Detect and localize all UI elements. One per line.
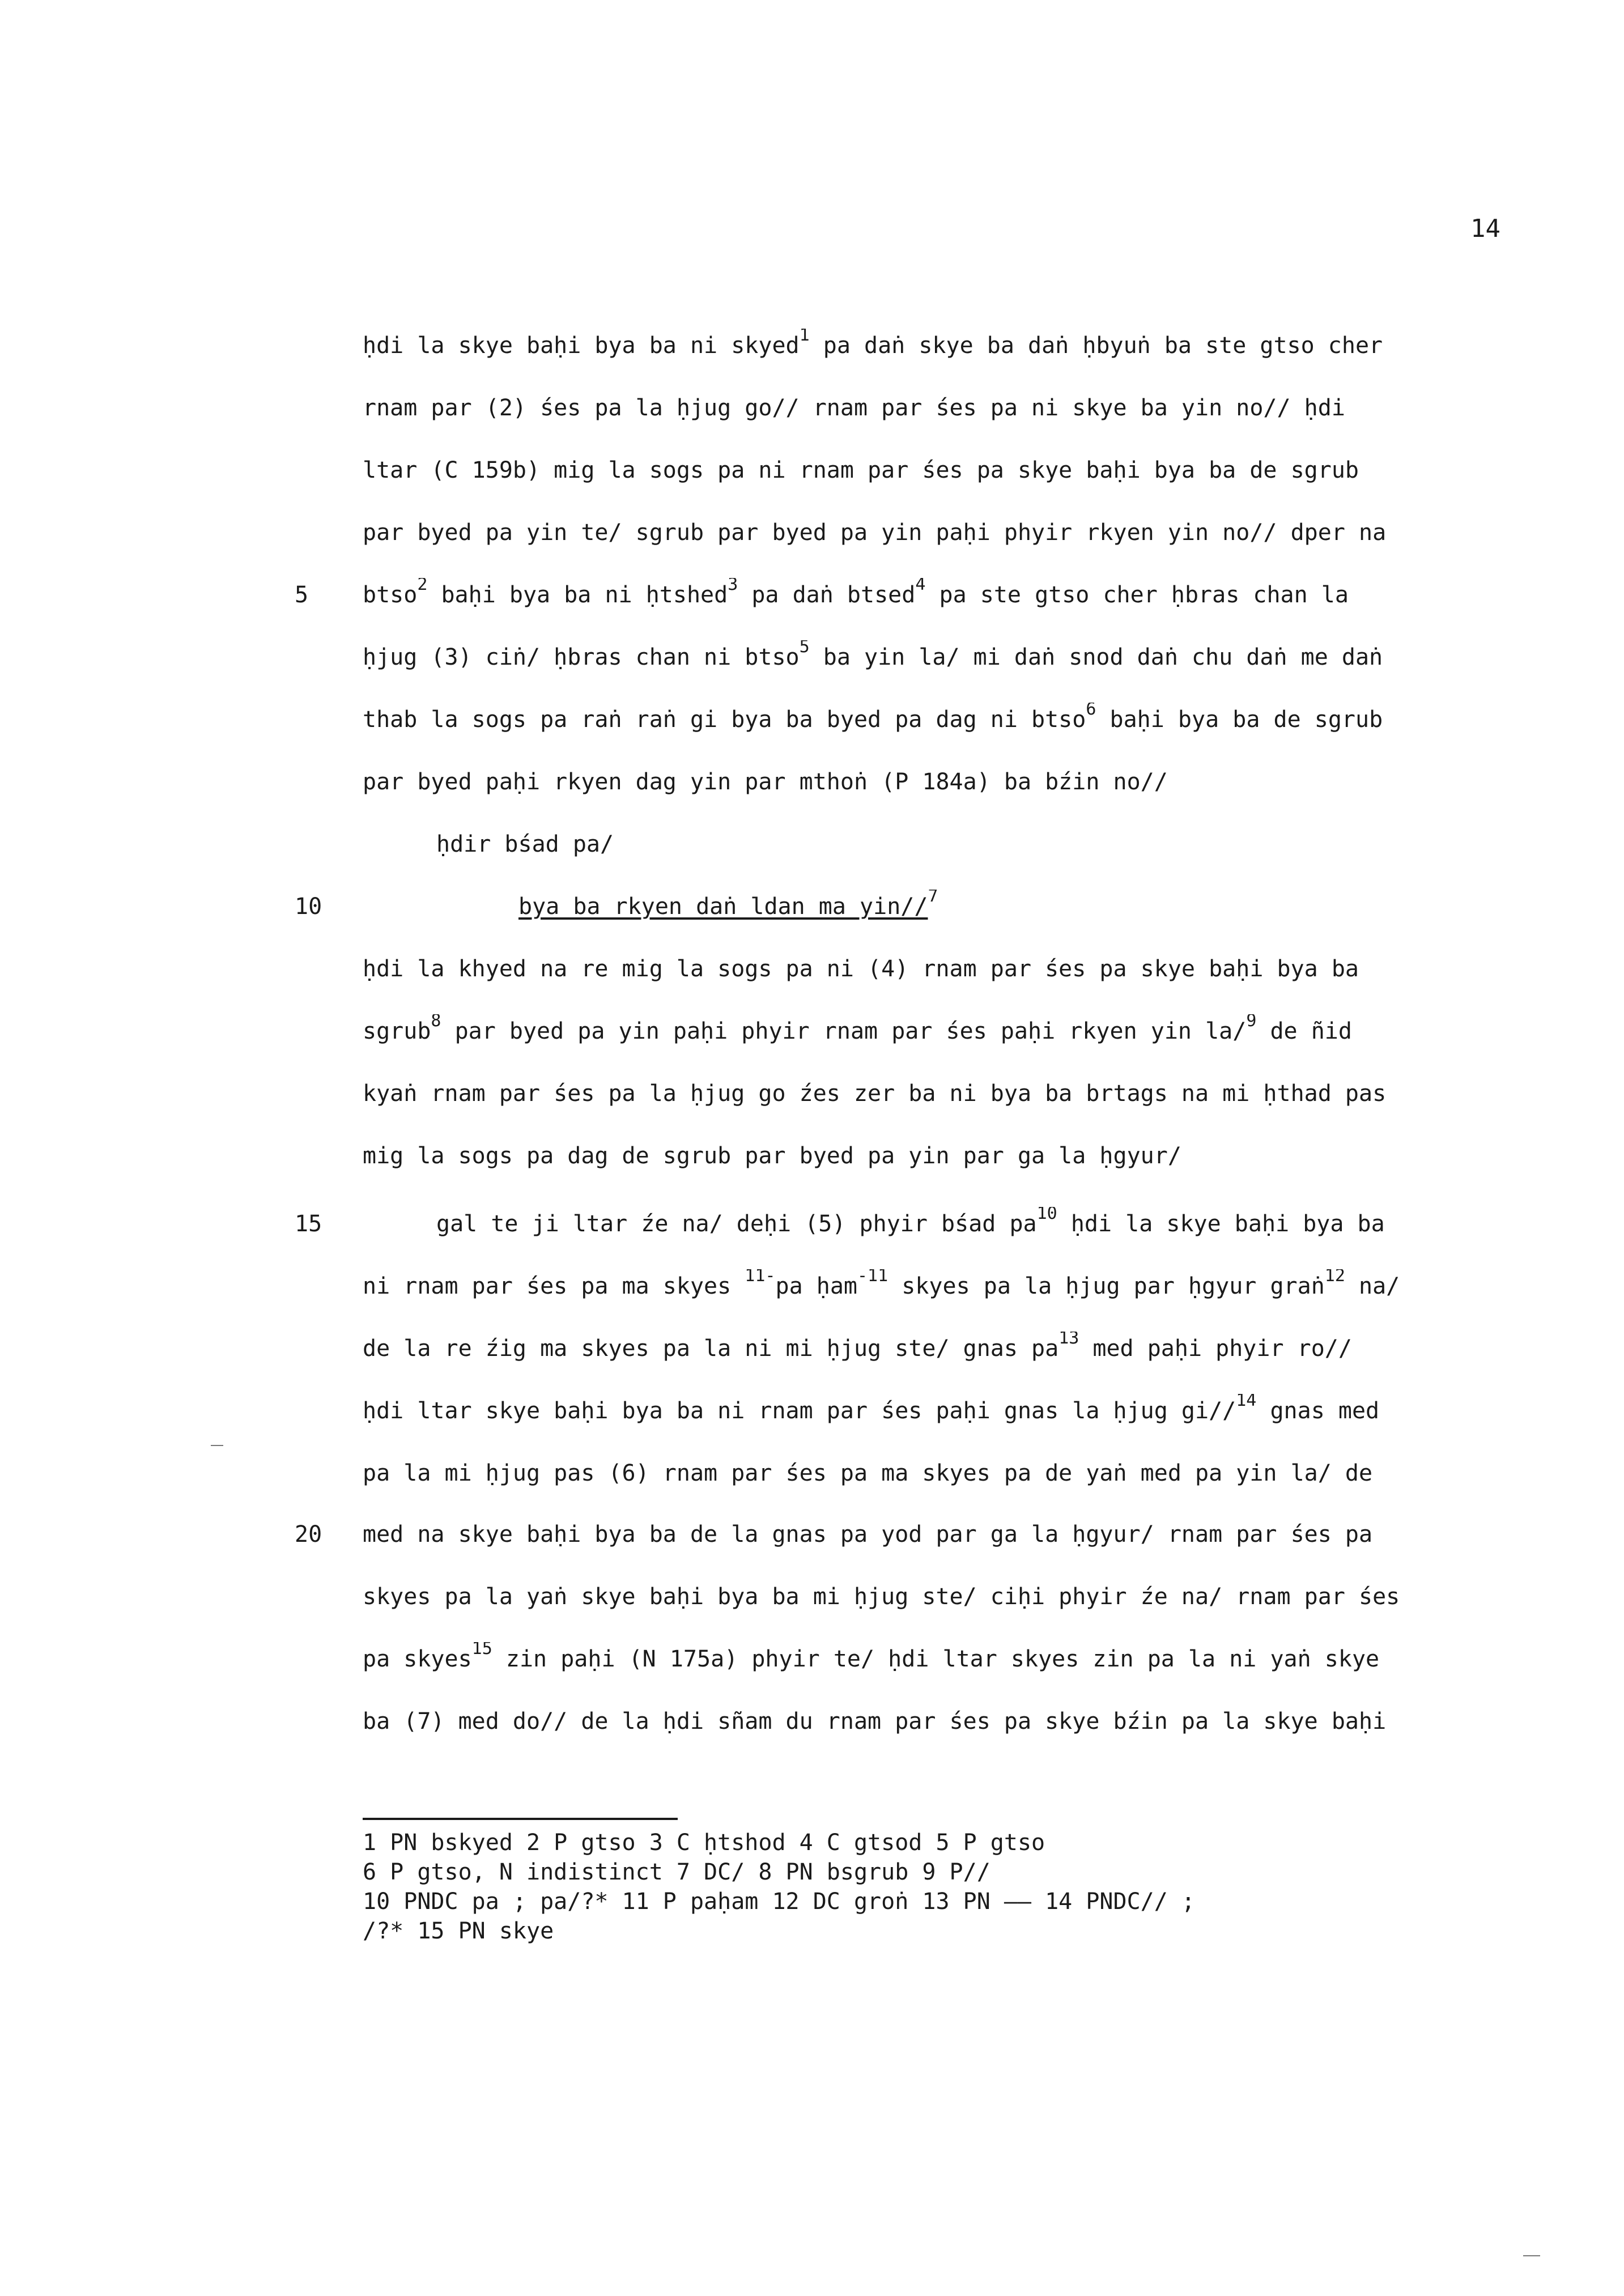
footnote-ref: 3: [728, 578, 738, 594]
text-line: [363, 703, 1536, 737]
text-line: [363, 1014, 1536, 1048]
text-span: de la re źig ma skyes pa la ni mi ḥjug ste/ gnas pa: [363, 1336, 1059, 1362]
text-line: [363, 1332, 1536, 1366]
footnote-ref: 4: [915, 578, 926, 594]
text-line: [363, 1269, 1536, 1303]
footnote-line: 6 P gtso, N indistinct 7 DC/ 8 PN bsgrub 9 P//: [363, 1859, 990, 1885]
text-line: [363, 453, 1536, 487]
text-span: zin paḥi (N 175a) phyir te/ ḥdi ltar skyes zin pa la ni yaṅ skye: [492, 1646, 1380, 1672]
text-span: pa skyes: [363, 1646, 472, 1672]
footnote-ref: 12: [1324, 1269, 1345, 1286]
text-span: mig la sogs pa dag de sgrub par byed pa yin par ga la ḥgyur/: [363, 1143, 1181, 1169]
text-span: gnas med: [1256, 1398, 1380, 1424]
text-span: ḥdir bśad pa/: [436, 831, 614, 857]
text-line: [363, 1139, 1536, 1173]
text-span: pa daṅ skye ba daṅ ḥbyuṅ ba ste gtso cher: [809, 333, 1383, 359]
text-span: bya ba rkyen daṅ ldan ma yin//: [518, 894, 928, 920]
text-line: [363, 1077, 1536, 1111]
text-line: [363, 391, 1536, 425]
footnote-line: 1 PN bskyed 2 P gtso 3 C ḥtshod 4 C gtsod 5 P gtso: [363, 1830, 1045, 1856]
text-span: par byed pa yin te/ sgrub par byed pa yin paḥi phyir rkyen yin no// dper na: [363, 520, 1387, 546]
text-span: ba yin la/ mi daṅ snod daṅ chu daṅ me daṅ: [809, 644, 1383, 670]
text-span: pa ḥam: [775, 1273, 857, 1299]
footnote-line: 10 PNDC pa ; pa/?* 11 P paḥam 12 DC groṅ 13 PN —— 14 PNDC// ;: [363, 1889, 1196, 1915]
footnote-ref: 8: [431, 1014, 441, 1031]
footnote-ref: 15: [471, 1642, 492, 1659]
text-line: [363, 765, 1536, 799]
text-span: gal te ji ltar źe na/ deḥi (5) phyir bśad pa: [436, 1211, 1037, 1237]
text-span: pa ste gtso cher ḥbras chan la: [925, 582, 1349, 608]
page-number: 14: [1470, 214, 1500, 243]
footnote-ref: 1: [799, 329, 810, 345]
text-span: pa daṅ btsed: [738, 582, 916, 608]
text-span: ḥjug (3) ciṅ/ ḥbras chan ni btso: [363, 644, 800, 670]
text-span: ḥdi la khyed na re mig la sogs pa ni (4) rnam par śes pa skye baḥi bya ba: [363, 956, 1359, 982]
footnote-line: /?* 15 PN skye: [363, 1918, 554, 1944]
text-line: [363, 1394, 1536, 1428]
footnote-ref: 7: [928, 890, 938, 906]
section-heading: [518, 890, 1624, 924]
margin-mark: [1523, 2255, 1540, 2256]
line-number-10: 10: [295, 894, 322, 920]
text-span: med na skye baḥi bya ba de la gnas pa yod par ga la ḥgyur/ rnam par śes pa: [363, 1521, 1373, 1547]
text-span: skyes pa la ḥjug par ḥgyur graṅ: [888, 1273, 1325, 1299]
text-line: [363, 329, 1536, 363]
line-number-20: 20: [295, 1521, 322, 1547]
footnote-ref: 14: [1236, 1394, 1257, 1410]
text-span: ḥdi la skye baḥi bya ba: [1057, 1211, 1385, 1237]
text-line: [363, 827, 1609, 861]
footnote-ref: 11-: [745, 1269, 776, 1286]
footnote-ref: 9: [1246, 1014, 1257, 1031]
text-line: [363, 1580, 1536, 1614]
footnote-ref: 2: [417, 578, 428, 594]
text-span: thab la sogs pa raṅ raṅ gi bya ba byed pa dag ni btso: [363, 707, 1086, 733]
text-line: [363, 1517, 1536, 1551]
footnote-ref: -11: [857, 1269, 888, 1286]
text-line: [363, 1642, 1536, 1676]
text-line: [363, 516, 1536, 550]
text-line: [363, 1207, 1609, 1241]
margin-mark: [211, 1445, 223, 1446]
footnote-ref: 13: [1058, 1332, 1079, 1348]
footnote-ref: 5: [799, 640, 810, 657]
text-span: btso: [363, 582, 418, 608]
text-span: ḥdi ltar skye baḥi bya ba ni rnam par śes paḥi gnas la ḥjug gi//: [363, 1398, 1236, 1424]
text-span: de ñid: [1256, 1018, 1352, 1044]
text-line: [363, 640, 1536, 674]
text-line: [363, 578, 1536, 612]
text-span: baḥi bya ba de sgrub: [1096, 707, 1383, 733]
text-span: pa la mi ḥjug pas (6) rnam par śes pa ma skyes pa de yaṅ med pa yin la/ de: [363, 1460, 1373, 1486]
text-line: [363, 952, 1536, 986]
text-span: baḥi bya ba ni ḥtshed: [427, 582, 728, 608]
text-span: med paḥi phyir ro//: [1079, 1336, 1352, 1362]
line-number-15: 15: [295, 1211, 322, 1237]
text-span: na/: [1345, 1273, 1400, 1299]
text-span: rnam par (2) śes pa la ḥjug go// rnam par śes pa ni skye ba yin no// ḥdi: [363, 395, 1345, 421]
line-number-5: 5: [295, 582, 309, 608]
text-span: par byed paḥi rkyen dag yin par mthoṅ (P 184a) ba bźin no//: [363, 769, 1168, 795]
text-span: ltar (C 159b) mig la sogs pa ni rnam par śes pa skye baḥi bya ba de sgrub: [363, 457, 1359, 483]
text-span: skyes pa la yaṅ skye baḥi bya ba mi ḥjug ste/ ciḥi phyir źe na/ rnam par śes: [363, 1584, 1400, 1610]
text-span: ni rnam par śes pa ma skyes: [363, 1273, 745, 1299]
text-line: [363, 1456, 1536, 1490]
footnote-ref: 6: [1086, 703, 1096, 719]
text-span: sgrub: [363, 1018, 431, 1044]
text-line: [363, 1704, 1536, 1738]
footnote-ref: 10: [1036, 1207, 1057, 1223]
text-span: kyaṅ rnam par śes pa la ḥjug go źes zer ba ni bya ba brtags na mi ḥthad pas: [363, 1081, 1387, 1107]
text-span: ḥdi la skye baḥi bya ba ni skyed: [363, 333, 800, 359]
text-span: par byed pa yin paḥi phyir rnam par śes paḥi rkyen yin la/: [441, 1018, 1247, 1044]
text-span: ba (7) med do// de la ḥdi sñam du rnam par śes pa skye bźin pa la skye baḥi: [363, 1708, 1387, 1734]
footnote-separator: [363, 1818, 678, 1820]
